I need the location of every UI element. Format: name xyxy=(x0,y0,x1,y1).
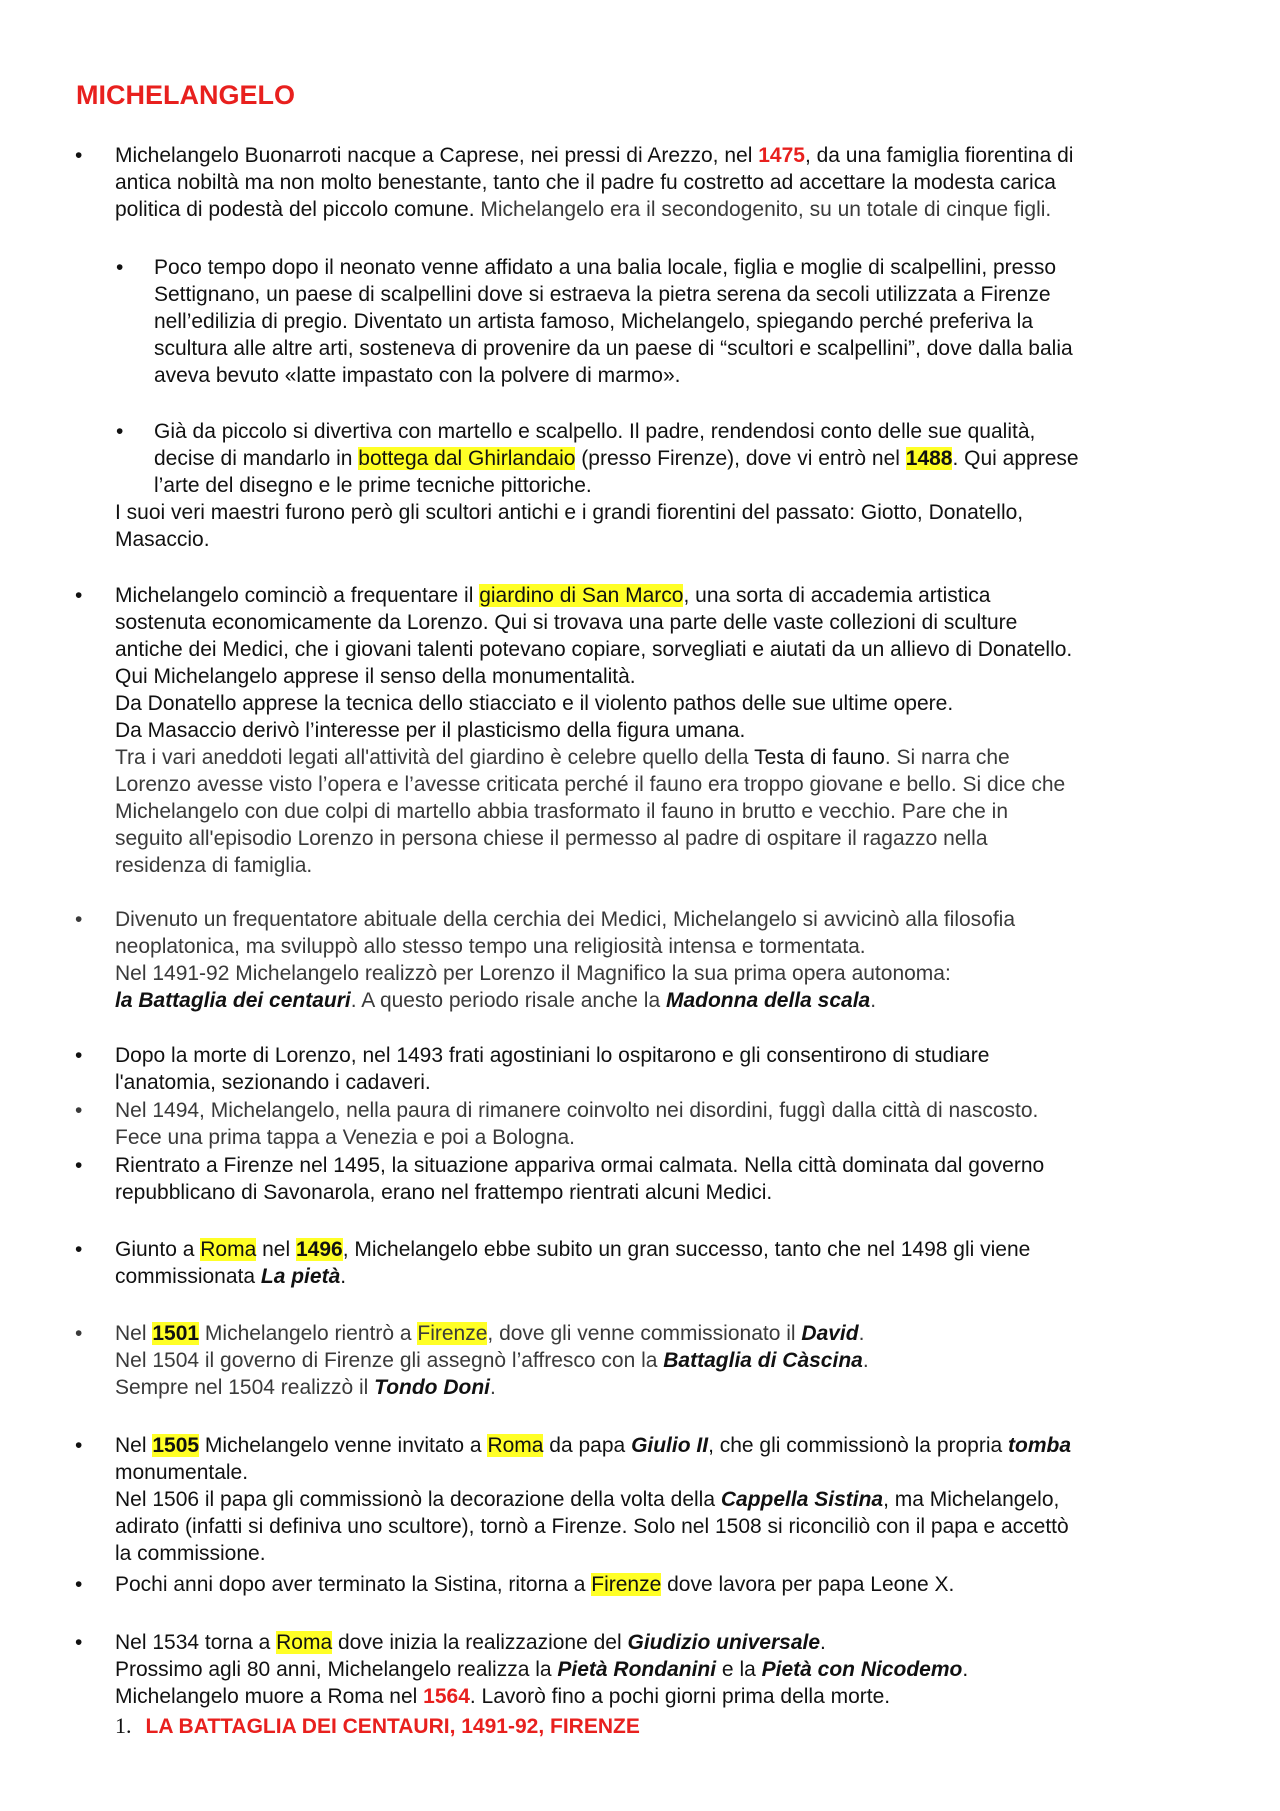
highlight-text: Roma xyxy=(276,1631,333,1654)
section-number: 1. xyxy=(115,1713,132,1738)
highlight-text: Firenze xyxy=(417,1322,488,1345)
highlight-text: Roma xyxy=(487,1434,544,1457)
section-heading xyxy=(115,1712,640,1740)
bullet-birth: • Michelangelo Buonarroti nacque a Caprese, nei pressi di Arezzo, nel 1475, da una famiglia fiorentina di antica nobiltà ma non molto benestante, tanto che il padre fu costretto ad accettare la modesta carica politica di podestà del piccolo comune. Michelangelo era il secondogenito, su un totale di cinque figli. xyxy=(115,142,1215,223)
year-highlight: 1505 xyxy=(152,1434,200,1457)
bullet-roma-1505: • Nel 1505 Michelangelo venne invitato a Roma da papa Giulio II, che gli commissionò la propria tomba monumentale. Nel 1506 il papa gli commissionò la decorazione della volta della Cappella Sistina, ma Michelangelo, adirato (infatti si definiva uno scultore), tornò a Firenze. Solo nel 1508 si riconciliò con il papa e accettò la commissione. xyxy=(115,1432,1215,1567)
year-highlight: 1496 xyxy=(295,1238,343,1261)
bullet-giudizio: • Nel 1534 torna a Roma dove inizia la realizzazione del Giudizio universale. Prossimo agli 80 anni, Michelangelo realizza la Pietà Rondanini e la Pietà con Nicodemo. Michelangelo muore a Roma nel 1564. Lavorò fino a pochi giorni prima della morte. xyxy=(115,1629,1215,1710)
year-highlight: 1564 xyxy=(423,1685,470,1708)
subbullet-ghirlandaio: • Già da piccolo si divertiva con martello e scalpello. Il padre, rendendosi conto delle sue qualità, decise di mandarlo in bottega dal Ghirlandaio (presso Firenze), dove vi entrò nel 1488. Qui apprese l’arte del disegno e le prime tecniche pittoriche. xyxy=(154,418,1204,499)
page-title: MICHELANGELO xyxy=(76,80,295,110)
subbullet-balia: • Poco tempo dopo il neonato venne affidato a una balia locale, figlia e moglie di scalpellini, presso Settignano, un paese di scalpellini dove si estraeva la pietra serena da secoli utilizzata a Firenze nell’edilizia di pregio. Diventato un artista famoso, Michelangelo, spiegando perché preferiva la scultura alle altre arti, sosteneva di provenire da un paese di “scultori e scalpellini”, dove dalla balia aveva bevuto «latte impastato con la polvere di marmo». xyxy=(154,254,1204,389)
bullet-firenze-1501: • Nel 1501 Michelangelo rientrò a Firenze, dove gli venne commissionato il David. Nel 1504 il governo di Firenze gli assegnò l’affresco con la Battaglia di Càscina. Sempre nel 1504 realizzò il Tondo Doni. xyxy=(115,1320,1215,1401)
highlight-text: bottega dal Ghirlandaio xyxy=(358,447,576,470)
year-highlight: 1501 xyxy=(152,1322,200,1345)
bullet-roma-1496: • Giunto a Roma nel 1496, Michelangelo ebbe subito un gran successo, tanto che nel 1498 gli viene commissionata La pietà. xyxy=(115,1236,1215,1290)
highlight-text: Firenze xyxy=(591,1573,662,1596)
bullet-medici: • Divenuto un frequentatore abituale della cerchia dei Medici, Michelangelo si avvicinò alla filosofia neoplatonica, ma sviluppò allo stesso tempo una religiosità intensa e tormentata. Nel 1491-92 Michelangelo realizzò per Lorenzo il Magnifico la sua prima opera autonoma: la Battaglia dei centauri. A questo periodo risale anche la Madonna della scala. xyxy=(115,906,1215,1014)
highlight-text: giardino di San Marco xyxy=(479,584,684,607)
bullet-san-marco: • Michelangelo cominciò a frequentare il giardino di San Marco, una sorta di accademia artistica sostenuta economicamente da Lorenzo. Qui si trovava una parte delle vaste collezioni di sculture antiche dei Medici, che i giovani talenti potevano copiare, sorvegliati e aiutati da un allievo di Donatello. Qui Michelangelo apprese il senso della monumentalità. Da Donatello apprese la tecnica dello stiacciato e il violento pathos delle sue ultime opere. Da Masaccio derivò l’interesse per il plasticismo della figura umana. Tra i vari aneddoti legati all'attività del giardino è celebre quello della Testa di fauno. Si narra che Lorenzo avesse visto l’opera e l’avesse criticata perché il fauno era troppo giovane e bello. Si dice che Michelangelo con due colpi di martello abbia trasformato il fauno in brutto e vecchio. Pare che in seguito all'episodio Lorenzo in persona chiese il permesso al padre di ospitare il ragazzo nella residenza di famiglia. xyxy=(115,582,1215,879)
year-highlight: 1488 xyxy=(905,447,953,470)
paragraph-maestri: I suoi veri maestri furono però gli scultori antichi e i grandi fiorentini del passato: Giotto, Donatello, Masaccio. xyxy=(115,501,1024,551)
bullet-leone-x: • Pochi anni dopo aver terminato la Sistina, ritorna a Firenze dove lavora per papa Leone X. xyxy=(115,1571,1215,1598)
bullet-fuga: • Nel 1494, Michelangelo, nella paura di rimanere coinvolto nei disordini, fuggì dalla città di nascosto. Fece una prima tappa a Venezia e poi a Bologna. xyxy=(115,1097,1215,1151)
year-highlight: 1475 xyxy=(758,144,805,167)
bullet-rientro: • Rientrato a Firenze nel 1495, la situazione appariva ormai calmata. Nella città dominata dal governo repubblicano di Savonarola, erano nel frattempo rientrati alcuni Medici. xyxy=(115,1152,1215,1206)
highlight-text: Roma xyxy=(200,1238,257,1261)
bullet-anatomia: • Dopo la morte di Lorenzo, nel 1493 frati agostiniani lo ospitarono e gli consentirono di studiare l'anatomia, sezionando i cadaveri. xyxy=(115,1042,1215,1096)
section-title: LA BATTAGLIA DEI CENTAURI, 1491-92, FIRENZE xyxy=(145,1715,640,1738)
